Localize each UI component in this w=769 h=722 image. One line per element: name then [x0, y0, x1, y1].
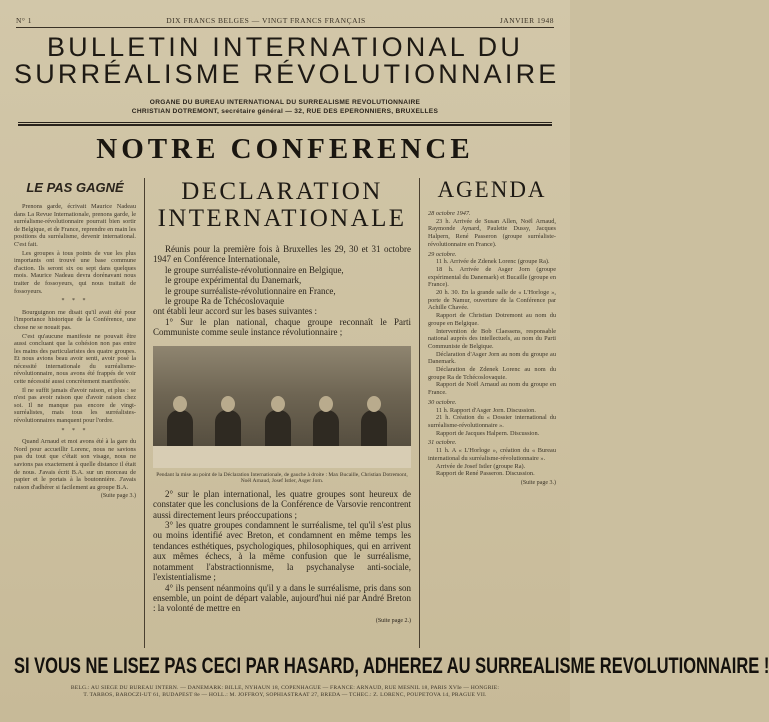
paragraph: Bourguignon me disait qu'il avait été pour l'importance historique de la Conférence, une chose ne se nouait pas. — [14, 308, 136, 331]
agenda-entry: Rapport de Christian Dotremont au nom du groupe en Belgique. — [428, 312, 556, 327]
issue-number: N° 1 — [16, 16, 33, 25]
person-head — [319, 396, 333, 412]
divider — [18, 122, 552, 123]
group-line: le groupe surréaliste-révolutionnaire en France, — [165, 285, 336, 296]
declaration-text — [153, 244, 411, 626]
agenda-entry: Rapport de René Passeron. Discussion. — [436, 470, 535, 478]
group-line: le groupe Ra de Tchécoslovaquie — [165, 296, 285, 307]
person-head — [367, 396, 381, 412]
agenda-title: AGENDA — [437, 177, 547, 202]
agenda-entry: Intervention de Bob Claessens, responsable national auprès des intellectuels, au nom du Parti Communiste de Belgique. — [428, 327, 556, 350]
declaration-title-2: INTERNATIONALE — [157, 205, 407, 232]
separator-stars: * * * — [61, 427, 89, 434]
person-figure — [265, 410, 291, 450]
group-line: ont établi leur accord sur les bases suivantes : — [153, 306, 317, 317]
agenda-entry: Rapport de Jacques Halpern. Discussion. — [436, 429, 540, 437]
subhead-line-1: ORGANE DU BUREAU INTERNATIONAL DU SURREALISME REVOLUTIONNAIRE — [149, 99, 421, 106]
person-head — [173, 396, 187, 412]
person-head — [271, 396, 285, 412]
person-figure — [313, 410, 339, 450]
columns — [14, 178, 556, 648]
agenda-entry: 11 h. A « L'Horloge », création du « Bureau international du surréalisme-révolutionnaire ». — [428, 447, 556, 462]
masthead — [14, 32, 560, 89]
paragraph: Quand Arnaud et moi avons été à la gare du Nord pour accueillir Lorenc, nous ne savions pas du tout que c'était son visage, nous ne savions pas exactement à quelle distance il était de nous. J'avais écrit B.A. sur un morceau de papier et le portais à la boutonnière. J'avais raison d'adhérer si facilement au groupe B.A. — [14, 438, 136, 491]
left-column-text — [14, 203, 136, 501]
agenda-date: 30 octobre. — [428, 398, 457, 406]
separator-stars: * * * — [61, 298, 89, 305]
divider — [18, 124, 552, 126]
continued-note: (Suite page 3.) — [100, 493, 136, 500]
group-line: le groupe surréaliste-révolutionnaire en Belgique, — [165, 264, 344, 275]
footer-addresses — [14, 685, 556, 699]
subhead — [14, 98, 556, 116]
top-info-line — [16, 16, 554, 28]
subhead-line-2: CHRISTIAN DOTREMONT, secrétaire général — 32, RUE DES EPERONNIERS, BRUXELLES — [131, 108, 439, 115]
agenda-entry: Arrivée de Josef Istler (groupe Ra). — [436, 462, 526, 470]
agenda-entry: 18 h. Arrivée de Asger Jorn (groupe expérimental du Danemark) et Bucaille (groupe en France). — [428, 265, 556, 289]
middle-column — [144, 178, 420, 648]
continued-note: (Suite page 2.) — [375, 617, 411, 624]
footer-banner: SI VOUS NE LISEZ PAS CECI PAR HASARD, ADHEREZ AU SURREALISME REVOLUTIONNAIRE ! — [14, 654, 769, 679]
address-line-2: T. TARBOS, BAROCZI-UT 61, BUDAPEST 8e — HOLL.: M. JOFFROY, SOPHIASTRAAT 27, BREDA — TCHEC.: Z. LORENC, POUPETOVA 14, PRAGUE VII. — [83, 692, 487, 698]
masthead-line-2: SURRÉALISME RÉVOLUTIONNAIRE — [14, 59, 560, 89]
agenda-text — [428, 210, 556, 488]
continued-note: (Suite page 3.) — [520, 479, 556, 486]
paragraph: Réunis pour la première fois à Bruxelles les 29, 30 et 31 octobre 1947 en Conférence Internationale, — [153, 244, 411, 265]
left-column-title: LE PAS GAGNÉ — [26, 180, 124, 195]
agenda-entry: 20 h. 30. En la grande salle de « L'Horloge », porte de Namur, ouverture de la Conférence par Achille Chavée. — [428, 289, 556, 312]
right-column — [428, 178, 556, 648]
masthead-line-1: BULLETIN INTERNATIONAL DU — [46, 32, 524, 62]
issue-date: JANVIER 1948 — [499, 16, 554, 25]
agenda-entry: 23 h. Arrivée de Susan Allen, Noël Arnaud, Raymonde Aynard, Paulette Dussy, Jacques Halpern, René Passeron (groupe surréaliste-révolutionnaire en France). — [428, 217, 556, 248]
paragraph: 4° ils pensent néanmoins qu'il y a dans le surréalisme, pris dans son ensemble, un point de départ valable, aujourd'hui nié par André Breton : la volonté de mettre en — [153, 582, 411, 614]
declaration-title-1: DECLARATION — [181, 178, 383, 205]
agenda-entry: 21 h. Création du « Dossier international du surréalisme-révolutionnaire ». — [428, 414, 556, 429]
conference-photo — [153, 346, 411, 468]
paragraph: Prenons garde, écrivait Maurice Nadeau dans La Revue Internationale, prenons garde, le surréalisme-révolutionnaire pourrait bien sortir de Belgique, et de France, reprendre en main les positions du surréalisme, devenir international. C'est fait. — [14, 203, 136, 248]
group-line: le groupe expérimental du Danemark, — [165, 275, 302, 286]
photo-caption: Pendant la mise au point de la Déclaration Internationale, de gauche à droite : Max Bucaille, Christian Dotremont, Noël Arnaud, Josef Istler, Asger Jorn. — [156, 471, 408, 485]
agenda-entry: Rapport de Noël Arnaud au nom du groupe en France. — [428, 381, 556, 397]
address-line-1: BELG.: AU SIEGE DU BUREAU INTERN. — DANEMARK: BILLE, NYHAUN 18, COPENHAGUE — FRANCE: ARNAUD, RUE MESNIL 18, PARIS XVIe — HONGRIE: — [70, 685, 500, 691]
person-figure — [215, 410, 241, 450]
paragraph: 3° les quatre groupes condamnent le surréalisme, tel qu'il s'est plus ou moins identifié avec Breton, et condamnent en même temps les tendances esthétiques, psychologiques, philosophiques, qui en arrivent aux mêmes échecs, à la même confusion que le surréalisme, notamment l'abstractionnisme, la psychanalyse anti-sociale, l'existentialisme ; — [153, 520, 411, 583]
person-figure — [361, 410, 387, 450]
paragraph: 2° sur le plan international, les quatre groupes sont heureux de constater que les conclusions de la Conférence de Varsovie rencontrent aussi directement leurs préoccupations ; — [153, 488, 411, 520]
paragraph: Les groupes à tous points de vue les plus importants ont trouvé une base commune d'action. Ils seront six ou sept dans quelques mois. Maurice Nadeau devra dorénavant nous traiter de fossoyeurs, qui nous traitait de fossoyeurs. — [14, 249, 136, 295]
agenda-date: 31 octobre. — [428, 439, 457, 447]
main-headline: NOTRE CONFERENCE — [96, 133, 474, 165]
person-head — [221, 396, 235, 412]
agenda-entry: 11 h. Arrivée de Zdenek Lorenc (groupe Ra). — [436, 258, 550, 266]
agenda-entry: Déclaration d'Asger Jorn au nom du groupe au Danemark. — [428, 350, 556, 366]
person-figure — [167, 410, 193, 450]
paragraph: C'est qu'aucune manifeste ne pouvait être aussi concluant que la cohésion non pas entre les mains des particularistes des quatre groupes. Et nous avions beau avoir senti, avoir posé la nécessité internationale du surréalisme-révolutionnaire, nous avons été frappés de voir cette nécessité aussi concrètement manifestée. — [14, 332, 136, 386]
price-line: DIX FRANCS BELGES — VINGT FRANCS FRANÇAIS — [166, 16, 366, 25]
paragraph: Il ne suffit jamais d'avoir raison, et plus : se n'est pas avoir raison que d'avoir raison chez soi. Il ne manque pas encore de vingt-surréalistes, mais tous les surréalistes-révolutionnaires manquent pour l'ordre. — [14, 386, 136, 425]
paragraph: 1° Sur le plan national, chaque groupe reconnaît le Parti Communiste comme seule instance révolutionnaire ; — [153, 316, 411, 338]
agenda-entry: Déclaration de Zdenek Lorenc au nom du groupe Ra de Tchécoslovaquie. — [428, 366, 556, 381]
agenda-date: 28 octobre 1947. — [428, 210, 471, 217]
agenda-entry: 11 h. Rapport d'Asger Jorn. Discussion. — [436, 406, 536, 414]
left-column — [14, 178, 136, 648]
table — [153, 446, 411, 468]
agenda-date: 29 octobre. — [428, 250, 457, 258]
